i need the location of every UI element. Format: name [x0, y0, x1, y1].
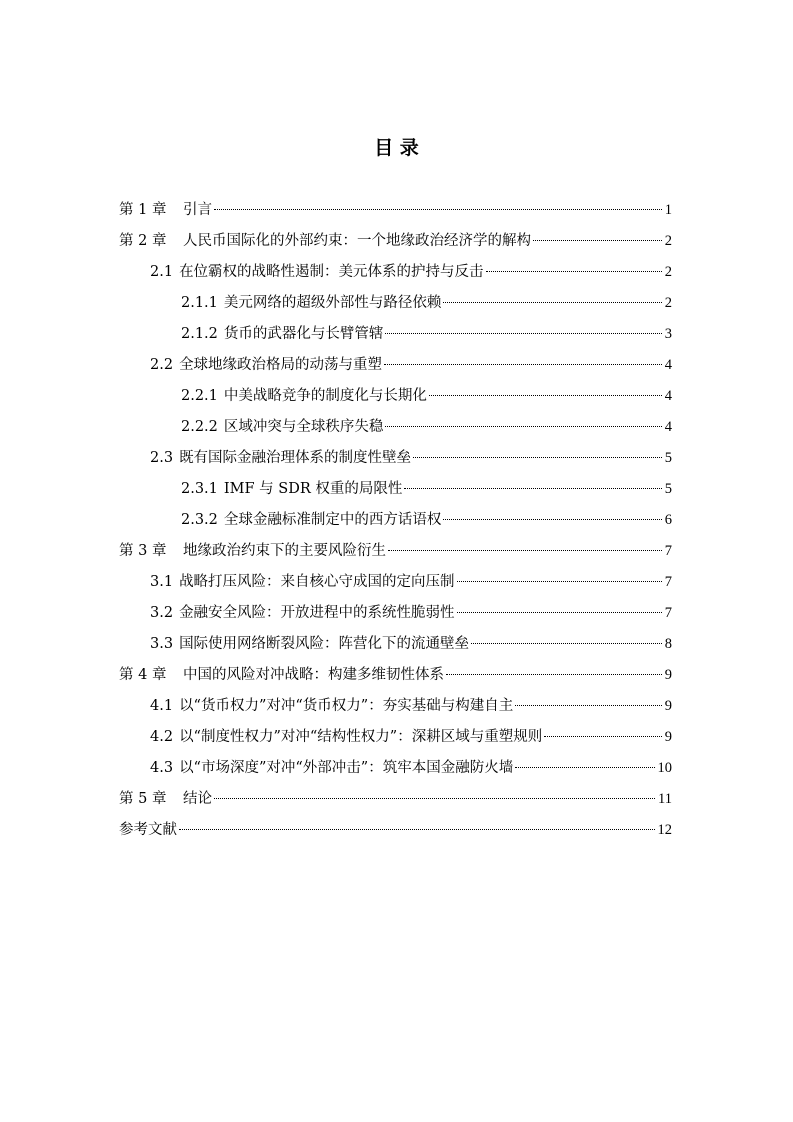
- dot-leader: [544, 736, 662, 737]
- toc-entry-page-number: 8: [664, 636, 672, 652]
- toc-entry-title: 结论: [183, 791, 212, 807]
- toc-entry-page-number: 9: [664, 729, 672, 745]
- dot-leader: [443, 302, 661, 303]
- toc-entry-page-number: 7: [664, 574, 672, 590]
- toc-entry-label: [119, 536, 386, 567]
- dot-leader: [471, 643, 662, 644]
- toc-entry-number: 2.1.1: [181, 295, 218, 311]
- toc-entry-page-number: 4: [664, 419, 672, 435]
- toc-entry-title: 中国的风险对冲战略：构建多维韧性体系: [183, 667, 444, 683]
- dot-leader: [515, 705, 662, 706]
- toc-entry-label: [150, 350, 382, 381]
- dot-leader: [214, 798, 655, 799]
- toc-entry-title: 金融安全风险：开放进程中的系统性脆弱性: [179, 605, 455, 621]
- toc-entry-number: 第 2 章: [119, 233, 167, 249]
- toc-entry-page-number: 5: [664, 450, 672, 466]
- toc-entry-number: 2.1: [150, 264, 174, 280]
- toc-entry-page-number: 5: [664, 481, 672, 497]
- toc-entry-number: 第 5 章: [119, 791, 167, 807]
- toc-entry[interactable]: [119, 257, 672, 288]
- toc-entry-label: [150, 753, 513, 784]
- toc-entry-page-number: 7: [664, 543, 672, 559]
- toc-entry-label: [119, 815, 177, 846]
- toc-entry-title: 以“货币权力”对冲“货币权力”：夯实基础与构建自主: [179, 698, 514, 714]
- toc-entry[interactable]: [119, 226, 672, 257]
- toc-entry-title: IMF 与 SDR 权重的局限性: [223, 481, 403, 497]
- toc-entry[interactable]: [119, 567, 672, 598]
- toc-entry-number: 2.2: [150, 357, 174, 373]
- toc-entry-title: 战略打压风险：来自核心守成国的定向压制: [179, 574, 455, 590]
- toc-entry-label: [181, 474, 402, 505]
- toc-entry-number: 3.1: [150, 574, 174, 590]
- toc-entry-number: 3.3: [150, 636, 174, 652]
- toc-entry-label: [150, 722, 542, 753]
- toc-entry-page-number: 1: [664, 202, 672, 218]
- toc-entry-title: 既有国际金融治理体系的制度性壁垒: [179, 450, 412, 466]
- toc-entry-title: 美元网络的超级外部性与路径依赖: [223, 295, 442, 311]
- toc-entry-title: 区域冲突与全球秩序失稳: [223, 419, 384, 435]
- toc-entry-label: [150, 567, 455, 598]
- toc-entry-title: 以“制度性权力”对冲“结构性权力”：深耕区域与重塑规则: [179, 729, 543, 745]
- toc-entry-label: [181, 319, 383, 350]
- dot-leader: [404, 488, 661, 489]
- toc-entry-title: 参考文献: [119, 822, 177, 838]
- toc-entry-label: [181, 288, 441, 319]
- toc-entry[interactable]: [119, 660, 672, 691]
- table-of-contents: [119, 195, 672, 846]
- toc-entry[interactable]: [119, 381, 672, 412]
- toc-entry[interactable]: [119, 350, 672, 381]
- toc-entry-number: 2.1.2: [181, 326, 218, 342]
- toc-entry-label: [181, 505, 441, 536]
- toc-entry-title: 全球金融标准制定中的西方话语权: [223, 512, 442, 528]
- dot-leader: [179, 829, 655, 830]
- toc-entry-label: [181, 381, 427, 412]
- toc-entry-label: [119, 660, 444, 691]
- toc-entry-label: [181, 412, 383, 443]
- dot-leader: [413, 457, 662, 458]
- toc-entry-page-number: 10: [657, 760, 672, 776]
- toc-entry-page-number: 2: [664, 295, 672, 311]
- toc-entry[interactable]: [119, 195, 672, 226]
- toc-entry-number: 2.3.2: [181, 512, 218, 528]
- toc-entry-page-number: 2: [664, 233, 672, 249]
- toc-entry[interactable]: [119, 505, 672, 536]
- toc-entry-page-number: 3: [664, 326, 672, 342]
- toc-entry-title: 国际使用网络断裂风险：阵营化下的流通壁垒: [179, 636, 470, 652]
- toc-entry[interactable]: [119, 784, 672, 815]
- toc-entry-page-number: 9: [664, 667, 672, 683]
- toc-entry[interactable]: [119, 598, 672, 629]
- dot-leader: [515, 767, 654, 768]
- page-title: 目 录: [374, 137, 419, 159]
- toc-entry-number: 2.3.1: [181, 481, 218, 497]
- toc-entry-title: 货币的武器化与长臂管辖: [223, 326, 384, 342]
- toc-entry[interactable]: [119, 288, 672, 319]
- dot-leader: [429, 395, 662, 396]
- toc-entry[interactable]: [119, 443, 672, 474]
- toc-entry-label: [150, 257, 484, 288]
- toc-entry-number: 3.2: [150, 605, 174, 621]
- toc-entry-label: [119, 784, 212, 815]
- dot-leader: [446, 674, 662, 675]
- dot-leader: [385, 426, 661, 427]
- toc-entry-page-number: 9: [664, 698, 672, 714]
- toc-entry[interactable]: [119, 412, 672, 443]
- toc-entry-label: [119, 195, 212, 226]
- toc-entry[interactable]: [119, 536, 672, 567]
- toc-entry-title: 地缘政治约束下的主要风险衍生: [183, 543, 386, 559]
- toc-entry-page-number: 7: [664, 605, 672, 621]
- toc-entry-title: 人民币国际化的外部约束：一个地缘政治经济学的解构: [183, 233, 531, 249]
- dot-leader: [457, 612, 662, 613]
- toc-entry-page-number: 12: [657, 822, 672, 838]
- toc-entry-number: 4.2: [150, 729, 174, 745]
- toc-entry-page-number: 6: [664, 512, 672, 528]
- toc-entry-label: [150, 598, 455, 629]
- toc-entry-label: [119, 226, 531, 257]
- dot-leader: [533, 240, 662, 241]
- toc-entry-page-number: 2: [664, 264, 672, 280]
- toc-entry[interactable]: [119, 474, 672, 505]
- dot-leader: [384, 364, 662, 365]
- dot-leader: [385, 333, 661, 334]
- toc-entry-page-number: 4: [664, 388, 672, 404]
- toc-entry-number: 2.3: [150, 450, 174, 466]
- toc-entry-number: 2.2.2: [181, 419, 218, 435]
- toc-entry-title: 中美战略竞争的制度化与长期化: [223, 388, 427, 404]
- toc-entry[interactable]: [119, 319, 672, 350]
- toc-entry-title: 在位霸权的战略性遏制：美元体系的护持与反击: [179, 264, 484, 280]
- toc-entry-number: 第 3 章: [119, 543, 167, 559]
- toc-entry-number: 4.3: [150, 760, 174, 776]
- dot-leader: [214, 209, 662, 210]
- toc-entry-number: 4.1: [150, 698, 174, 714]
- toc-entry-title: 以“市场深度”对冲“外部冲击”：筑牢本国金融防火墙: [179, 760, 514, 776]
- dot-leader: [457, 581, 662, 582]
- toc-entry-label: [150, 443, 411, 474]
- toc-entry[interactable]: [119, 691, 672, 722]
- toc-entry[interactable]: [119, 753, 672, 784]
- dot-leader: [388, 550, 662, 551]
- toc-entry-page-number: 4: [664, 357, 672, 373]
- toc-entry-page-number: 11: [658, 791, 672, 807]
- toc-entry-label: [150, 629, 469, 660]
- toc-entry[interactable]: [119, 815, 672, 846]
- toc-entry-number: 第 1 章: [119, 202, 167, 218]
- toc-entry[interactable]: [119, 629, 672, 660]
- toc-entry-title: 全球地缘政治格局的动荡与重塑: [179, 357, 383, 373]
- dot-leader: [443, 519, 661, 520]
- toc-entry-title: 引言: [183, 202, 212, 218]
- toc-entry[interactable]: [119, 722, 672, 753]
- toc-entry-label: [150, 691, 513, 722]
- dot-leader: [486, 271, 662, 272]
- toc-entry-number: 第 4 章: [119, 667, 167, 683]
- toc-entry-number: 2.2.1: [181, 388, 218, 404]
